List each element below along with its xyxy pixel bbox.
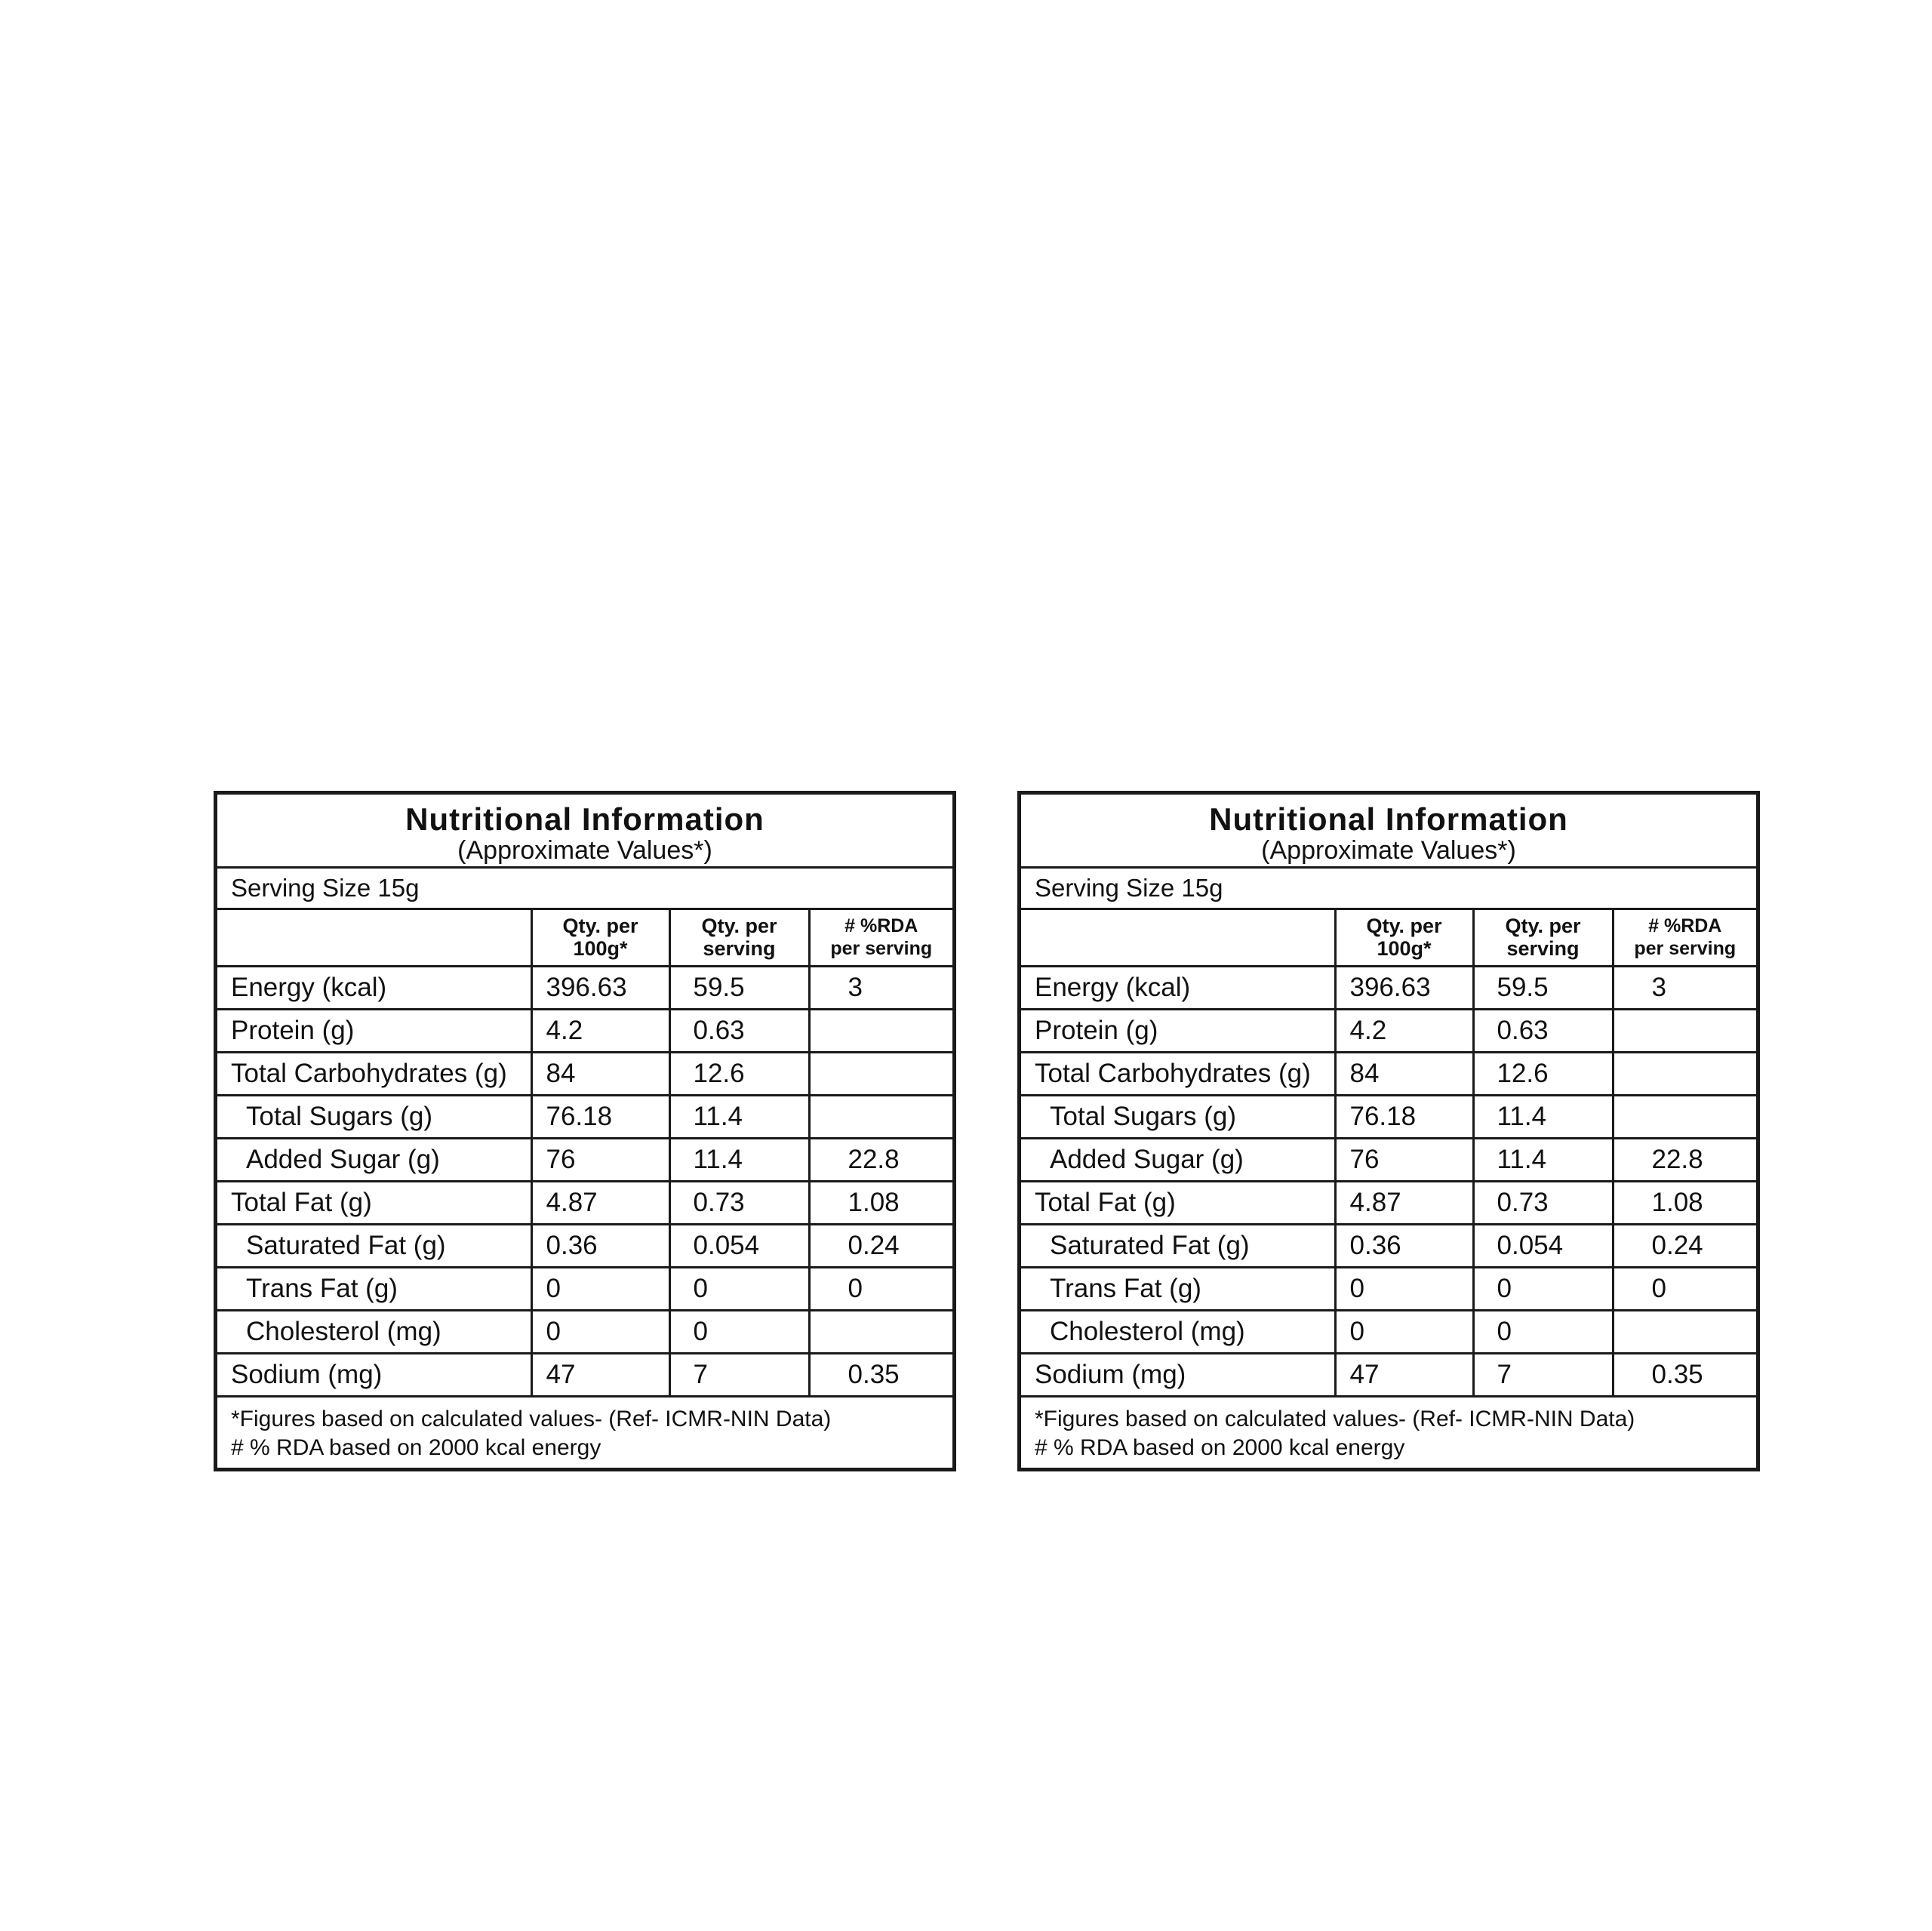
header-qty-per-100g-line2: 100g* [1377, 937, 1432, 961]
qty-per-serving: 0.054 [669, 1224, 809, 1267]
nutrient-name: Added Sugar (g) [1021, 1138, 1335, 1181]
rda-per-serving: 1.08 [1613, 1181, 1756, 1224]
table-row [1021, 1009, 1756, 1052]
nutrition-table [217, 910, 952, 1398]
rda-per-serving [809, 1009, 952, 1052]
rda-per-serving [1613, 1009, 1756, 1052]
nutrient-name: Total Sugars (g) [1021, 1095, 1335, 1138]
table-row [217, 1353, 952, 1396]
table-row [1021, 1310, 1756, 1353]
serving-size: Serving Size 15g [1021, 869, 1756, 910]
qty-per-serving: 7 [669, 1353, 809, 1396]
qty-per-100g: 84 [1335, 1052, 1473, 1095]
panel-title: Nutritional Information [405, 801, 764, 837]
table-row [1021, 1353, 1756, 1396]
serving-size: Serving Size 15g [217, 869, 952, 910]
rda-per-serving [809, 1310, 952, 1353]
header-qty-per-100g [531, 910, 669, 966]
nutrient-name: Protein (g) [217, 1009, 531, 1052]
qty-per-100g: 396.63 [531, 966, 669, 1009]
table-row [217, 1267, 952, 1310]
nutrient-name: Trans Fat (g) [1021, 1267, 1335, 1310]
header-qty-per-100g-line2: 100g* [573, 937, 628, 961]
rda-per-serving: 22.8 [1613, 1138, 1756, 1181]
table-row [1021, 1224, 1756, 1267]
table-row [1021, 1095, 1756, 1138]
qty-per-serving: 12.6 [669, 1052, 809, 1095]
panel-subtitle: (Approximate Values*) [457, 836, 712, 865]
nutrient-name: Cholesterol (mg) [1021, 1310, 1335, 1353]
nutrient-name: Energy (kcal) [1021, 966, 1335, 1009]
qty-per-serving: 0.63 [669, 1009, 809, 1052]
nutrient-name: Cholesterol (mg) [217, 1310, 531, 1353]
header-nutrient [1021, 910, 1335, 966]
nutrient-name: Sodium (mg) [217, 1353, 531, 1396]
table-row [1021, 1138, 1756, 1181]
header-qty-per-100g-line1: Qty. per [1366, 915, 1442, 938]
qty-per-100g: 0 [1335, 1310, 1473, 1353]
nutrition-panel-left [214, 791, 956, 1471]
table-row [217, 1224, 952, 1267]
nutrient-name: Protein (g) [1021, 1009, 1335, 1052]
header-qty-per-serving [669, 910, 809, 966]
qty-per-100g: 47 [531, 1353, 669, 1396]
rda-per-serving: 3 [809, 966, 952, 1009]
table-row [1021, 1052, 1756, 1095]
qty-per-100g: 0 [531, 1267, 669, 1310]
nutrient-name: Total Fat (g) [1021, 1181, 1335, 1224]
table-row [1021, 966, 1756, 1009]
qty-per-serving: 12.6 [1473, 1052, 1613, 1095]
header-nutrient [217, 910, 531, 966]
header-rda-line1: # %RDA [844, 915, 918, 937]
header-qty-per-100g-line1: Qty. per [562, 915, 638, 938]
nutrient-name: Total Sugars (g) [217, 1095, 531, 1138]
table-row [217, 1181, 952, 1224]
rda-per-serving: 0 [1613, 1267, 1756, 1310]
qty-per-100g: 4.2 [1335, 1009, 1473, 1052]
footnotes [1021, 1398, 1756, 1462]
rda-per-serving: 3 [1613, 966, 1756, 1009]
rda-per-serving: 0.24 [809, 1224, 952, 1267]
qty-per-100g: 4.2 [531, 1009, 669, 1052]
qty-per-100g: 0 [531, 1310, 669, 1353]
nutrient-name: Saturated Fat (g) [217, 1224, 531, 1267]
nutrient-name: Total Fat (g) [217, 1181, 531, 1224]
header-rda [809, 910, 952, 966]
panel-subtitle: (Approximate Values*) [1261, 836, 1516, 865]
qty-per-serving: 0 [669, 1310, 809, 1353]
qty-per-serving: 11.4 [1473, 1138, 1613, 1181]
nutrient-name: Sodium (mg) [1021, 1353, 1335, 1396]
rda-per-serving [809, 1095, 952, 1138]
footnote-reference: *Figures based on calculated values- (Ref- ICMR-NIN Data) [231, 1406, 832, 1431]
rda-per-serving: 0.24 [1613, 1224, 1756, 1267]
header-qty-per-serving-line2: serving [703, 937, 776, 961]
rda-per-serving [1613, 1052, 1756, 1095]
panel-title: Nutritional Information [1209, 801, 1568, 837]
footnote-rda: # % RDA based on 2000 kcal energy [1035, 1434, 1405, 1460]
table-row [1021, 1267, 1756, 1310]
qty-per-100g: 0.36 [1335, 1224, 1473, 1267]
rda-per-serving: 1.08 [809, 1181, 952, 1224]
qty-per-100g: 76 [531, 1138, 669, 1181]
table-row [217, 966, 952, 1009]
qty-per-serving: 0.054 [1473, 1224, 1613, 1267]
header-rda [1613, 910, 1756, 966]
qty-per-serving: 0.73 [669, 1181, 809, 1224]
table-header-row [217, 910, 952, 966]
table-row [217, 1095, 952, 1138]
qty-per-serving: 11.4 [669, 1138, 809, 1181]
nutrition-panel-right [1017, 791, 1760, 1471]
nutrient-name: Saturated Fat (g) [1021, 1224, 1335, 1267]
footnote-rda: # % RDA based on 2000 kcal energy [231, 1434, 601, 1460]
header-qty-per-serving-line2: serving [1506, 937, 1580, 961]
qty-per-serving: 0.63 [1473, 1009, 1613, 1052]
header-qty-per-serving-line1: Qty. per [1505, 915, 1581, 938]
header-qty-per-serving-line1: Qty. per [701, 915, 777, 938]
qty-per-serving: 0 [669, 1267, 809, 1310]
footnote-reference: *Figures based on calculated values- (Ref- ICMR-NIN Data) [1035, 1406, 1635, 1431]
qty-per-100g: 84 [531, 1052, 669, 1095]
footnotes [217, 1398, 952, 1462]
rda-per-serving [1613, 1095, 1756, 1138]
rda-per-serving [809, 1052, 952, 1095]
header-qty-per-serving [1473, 910, 1613, 966]
nutrient-name: Total Carbohydrates (g) [217, 1052, 531, 1095]
table-header-row [1021, 910, 1756, 966]
panel-header [1021, 795, 1756, 869]
nutrition-table [1021, 910, 1756, 1398]
qty-per-100g: 76 [1335, 1138, 1473, 1181]
qty-per-serving: 0.73 [1473, 1181, 1613, 1224]
table-row [217, 1052, 952, 1095]
table-row [217, 1009, 952, 1052]
qty-per-100g: 0 [1335, 1267, 1473, 1310]
qty-per-serving: 59.5 [1473, 966, 1613, 1009]
qty-per-100g: 396.63 [1335, 966, 1473, 1009]
qty-per-serving: 11.4 [1473, 1095, 1613, 1138]
rda-per-serving: 0.35 [1613, 1353, 1756, 1396]
table-row [217, 1310, 952, 1353]
qty-per-serving: 11.4 [669, 1095, 809, 1138]
nutrient-name: Trans Fat (g) [217, 1267, 531, 1310]
qty-per-100g: 4.87 [531, 1181, 669, 1224]
qty-per-serving: 0 [1473, 1310, 1613, 1353]
qty-per-serving: 7 [1473, 1353, 1613, 1396]
qty-per-100g: 47 [1335, 1353, 1473, 1396]
nutrient-name: Added Sugar (g) [217, 1138, 531, 1181]
rda-per-serving: 0 [809, 1267, 952, 1310]
rda-per-serving: 0.35 [809, 1353, 952, 1396]
panel-header [217, 795, 952, 869]
nutrient-name: Total Carbohydrates (g) [1021, 1052, 1335, 1095]
table-row [1021, 1181, 1756, 1224]
qty-per-serving: 0 [1473, 1267, 1613, 1310]
header-rda-line1: # %RDA [1648, 915, 1722, 937]
qty-per-100g: 4.87 [1335, 1181, 1473, 1224]
rda-per-serving [1613, 1310, 1756, 1353]
qty-per-100g: 0.36 [531, 1224, 669, 1267]
header-rda-line2: per serving [830, 938, 933, 960]
qty-per-100g: 76.18 [1335, 1095, 1473, 1138]
rda-per-serving: 22.8 [809, 1138, 952, 1181]
nutrient-name: Energy (kcal) [217, 966, 531, 1009]
qty-per-100g: 76.18 [531, 1095, 669, 1138]
qty-per-serving: 59.5 [669, 966, 809, 1009]
header-qty-per-100g [1335, 910, 1473, 966]
table-row [217, 1138, 952, 1181]
header-rda-line2: per serving [1634, 938, 1737, 960]
